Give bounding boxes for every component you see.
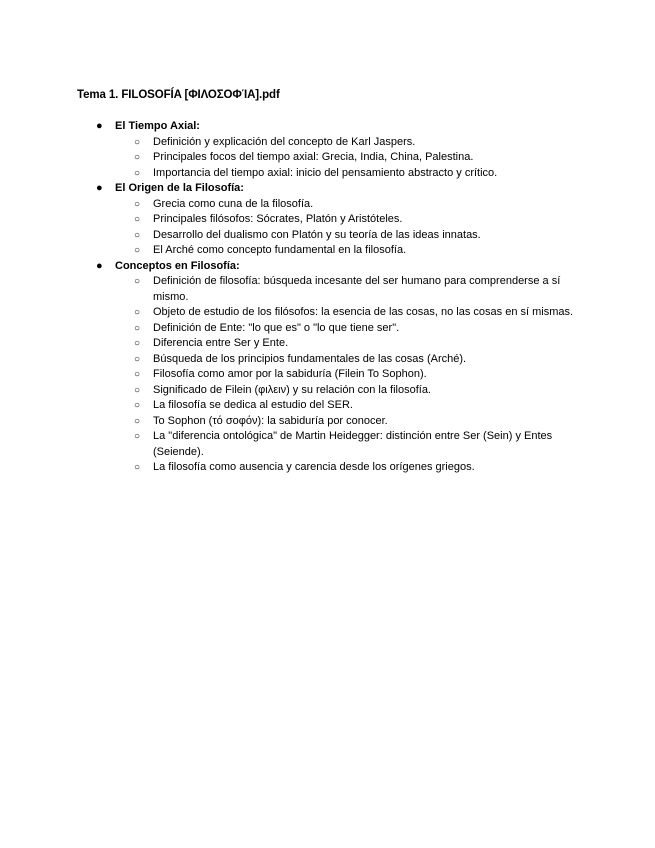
list-item-text: Filosofía como amor por la sabiduría (Filein To Sophon).: [153, 368, 427, 380]
list-item: [115, 429, 586, 460]
list-item: [115, 228, 586, 244]
list-item-text: Búsqueda de los principios fundamentales de las cosas (Arché).: [153, 352, 467, 365]
list-item-text: El Arché como concepto fundamental en la filosofía.: [153, 244, 407, 256]
sub-list: [115, 274, 586, 476]
section-heading: El Origen de la Filosofía:: [115, 182, 244, 194]
section-conceptos-filosofia: [96, 259, 586, 476]
list-item: [115, 274, 586, 305]
list-item: [115, 367, 586, 383]
sub-list: [115, 135, 586, 182]
list-item: [115, 197, 586, 213]
bullet-icon: ●: [96, 182, 103, 194]
list-item-text: To Sophon (τό σοφόν): la sabiduría por conocer.: [153, 414, 388, 427]
circle-bullet-icon: ○: [134, 276, 141, 287]
list-item-text: Desarrollo del dualismo con Platón y su teoría de las ideas innatas.: [153, 228, 481, 241]
list-item: [115, 398, 586, 414]
list-item: [115, 212, 586, 228]
bullet-icon: ●: [96, 259, 103, 272]
circle-bullet-icon: ○: [134, 431, 141, 442]
list-item-text: La filosofía como ausencia y carencia desde los orígenes griegos.: [153, 461, 475, 473]
section-heading: El Tiempo Axial:: [115, 120, 200, 132]
sub-list: [115, 197, 586, 259]
list-item: [115, 305, 586, 321]
circle-bullet-icon: ○: [134, 167, 141, 179]
section-tiempo-axial: [96, 119, 586, 181]
circle-bullet-icon: ○: [134, 384, 141, 396]
circle-bullet-icon: ○: [134, 353, 141, 365]
list-item-text: Principales filósofos: Sócrates, Platón y Aristóteles.: [153, 213, 403, 225]
circle-bullet-icon: ○: [134, 338, 141, 349]
circle-bullet-icon: ○: [134, 136, 141, 148]
section-heading: Conceptos en Filosofía:: [115, 259, 240, 272]
circle-bullet-icon: ○: [134, 369, 141, 380]
circle-bullet-icon: ○: [134, 462, 141, 473]
list-item-text: Grecia como cuna de la filosofía.: [153, 197, 314, 210]
list-item-text: Importancia del tiempo axial: inicio del pensamiento abstracto y crítico.: [153, 166, 498, 179]
list-item: [115, 150, 586, 166]
circle-bullet-icon: ○: [134, 307, 141, 318]
list-item-text: Definición de Ente: "lo que es" o "lo que tiene ser".: [153, 321, 400, 334]
circle-bullet-icon: ○: [134, 229, 141, 241]
document-title: Tema 1. FILOSOFÍA [ΦΙΛΟΣΟΦΊΑ].pdf: [77, 89, 280, 101]
list-item-text: La filosofía se dedica al estudio del SER.: [153, 399, 353, 411]
bullet-icon: ●: [96, 120, 103, 132]
list-item-text: Definición y explicación del concepto de Karl Jaspers.: [153, 135, 416, 148]
list-item-text: Objeto de estudio de los filósofos: la esencia de las cosas, no las cosas en sí mismas.: [153, 306, 574, 318]
list-item-text: Definición de filosofía: búsqueda incesante del ser humano para comprenderse a sí mismo.: [153, 275, 561, 303]
topic-outline: [96, 119, 586, 476]
list-item-text: La "diferencia ontológica" de Martin Heidegger: distinción entre Ser (Sein) y Entes (Seiende).: [153, 430, 553, 458]
list-item: [115, 135, 586, 151]
circle-bullet-icon: ○: [134, 152, 141, 163]
list-item: [115, 243, 586, 259]
list-item: [115, 352, 586, 368]
circle-bullet-icon: ○: [134, 400, 141, 411]
list-item: [115, 321, 586, 337]
list-item-text: Diferencia entre Ser y Ente.: [153, 337, 289, 349]
circle-bullet-icon: ○: [134, 415, 141, 427]
list-item: [115, 383, 586, 399]
circle-bullet-icon: ○: [134, 214, 141, 225]
list-item: [115, 460, 586, 476]
list-item-text: Significado de Filein (φιλειν) y su relación con la filosofía.: [153, 383, 431, 396]
circle-bullet-icon: ○: [134, 322, 141, 334]
circle-bullet-icon: ○: [134, 245, 141, 256]
list-item: [115, 414, 586, 430]
list-item: [115, 336, 586, 352]
list-item-text: Principales focos del tiempo axial: Grecia, India, China, Palestina.: [153, 151, 474, 163]
list-item: [115, 166, 586, 182]
circle-bullet-icon: ○: [134, 198, 141, 210]
section-origen-filosofia: [96, 181, 586, 259]
